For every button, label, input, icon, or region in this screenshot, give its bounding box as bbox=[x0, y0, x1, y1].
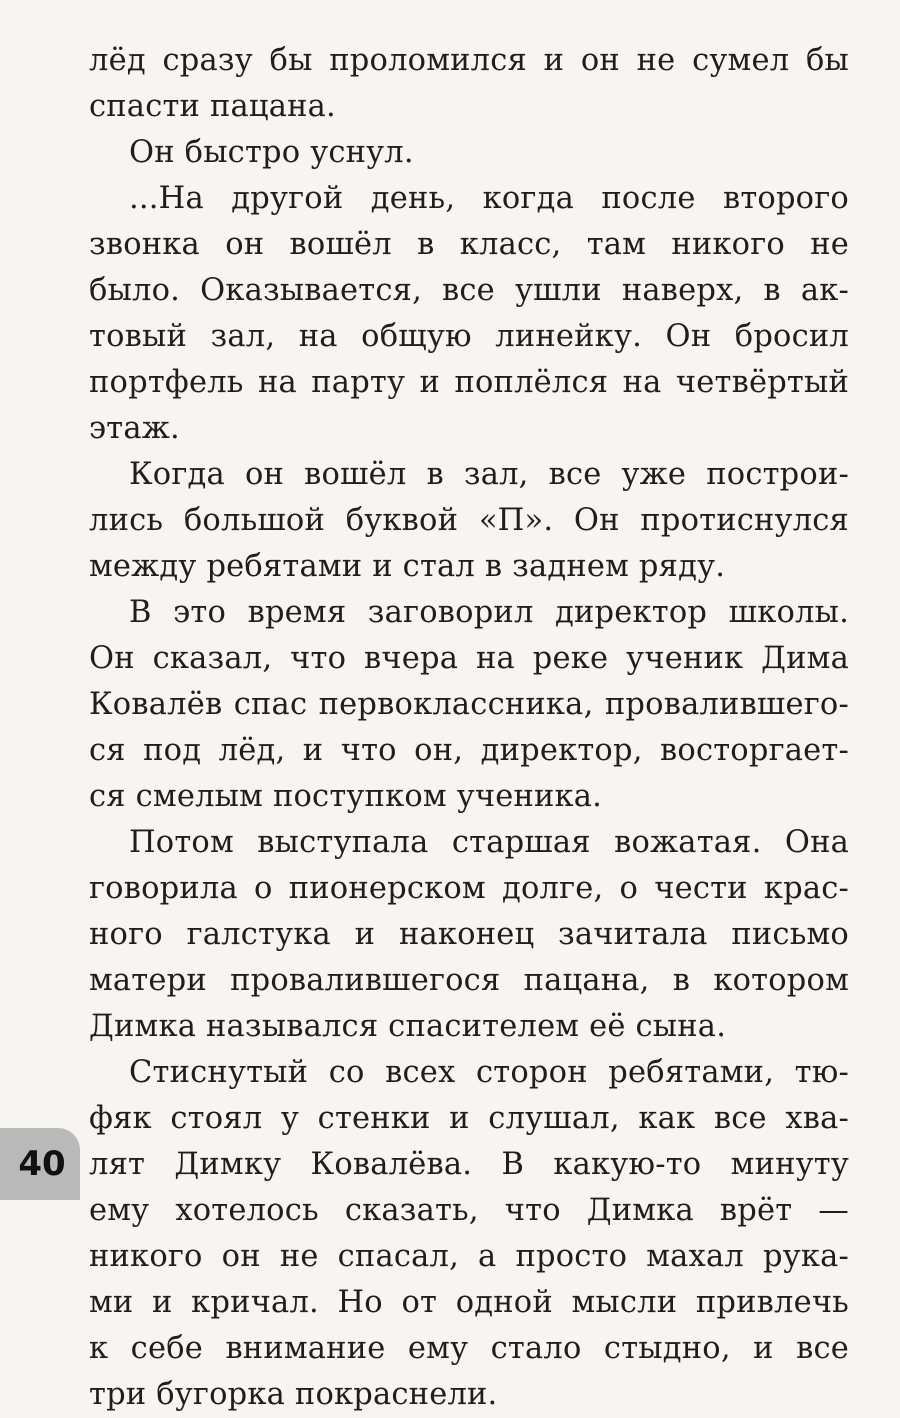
text-line: никого он не спасал, а просто махал рука- bbox=[89, 1239, 849, 1274]
text-line: ...На другой день, когда после второго bbox=[129, 181, 849, 216]
text-line: лёд сразу бы проломился и он не сумел бы bbox=[89, 43, 849, 78]
text-line: Стиснутый со всех сторон ребятами, тю- bbox=[129, 1055, 849, 1090]
page-number: 40 bbox=[18, 1144, 66, 1184]
text-line: портфель на парту и поплёлся на четвёртый bbox=[89, 365, 849, 400]
text-line: Потом выступала старшая вожатая. Она bbox=[129, 825, 849, 860]
text-line: ему хотелось сказать, что Димка врёт — bbox=[89, 1193, 849, 1228]
text-line: В это время заговорил директор школы. bbox=[129, 595, 849, 630]
text-line: Ковалёв спас первоклассника, провалившего- bbox=[89, 687, 849, 722]
text-line: три бугорка покраснели. bbox=[89, 1377, 498, 1412]
text-line: Он сказал, что вчера на реке ученик Дима bbox=[89, 641, 849, 676]
text-line: ми и кричал. Но от одной мысли привлечь bbox=[89, 1285, 849, 1320]
page-number-tab bbox=[0, 1128, 80, 1200]
text-line: лись большой буквой «П». Он протиснулся bbox=[89, 503, 849, 538]
text-line: матери провалившегося пацана, в котором bbox=[89, 963, 849, 998]
text-line: спасти пацана. bbox=[89, 89, 336, 124]
body-text bbox=[89, 38, 849, 1418]
text-line: было. Оказывается, все ушли наверх, в ак- bbox=[89, 273, 849, 308]
text-line: ся под лёд, и что он, директор, восторгает- bbox=[89, 733, 849, 768]
text-line: товый зал, на общую линейку. Он бросил bbox=[89, 319, 849, 354]
text-line: говорила о пионерском долге, о чести крас- bbox=[89, 871, 849, 906]
text-line: лят Димку Ковалёва. В какую-то минуту bbox=[89, 1147, 849, 1182]
text-line: между ребятами и стал в заднем ряду. bbox=[89, 549, 726, 584]
text-line: Димка назывался спасителем её сына. bbox=[89, 1009, 727, 1044]
text-line: Когда он вошёл в зал, все уже построи- bbox=[129, 457, 849, 492]
text-line: ного галстука и наконец зачитала письмо bbox=[89, 917, 849, 952]
text-line: к себе внимание ему стало стыдно, и все bbox=[89, 1331, 849, 1366]
text-line: Он быстро уснул. bbox=[129, 135, 414, 170]
text-line: ся смелым поступком ученика. bbox=[89, 779, 603, 814]
text-line: фяк стоял у стенки и слушал, как все хва- bbox=[89, 1101, 849, 1136]
text-line: этаж. bbox=[89, 411, 180, 446]
text-line: звонка он вошёл в класс, там никого не bbox=[89, 227, 849, 262]
